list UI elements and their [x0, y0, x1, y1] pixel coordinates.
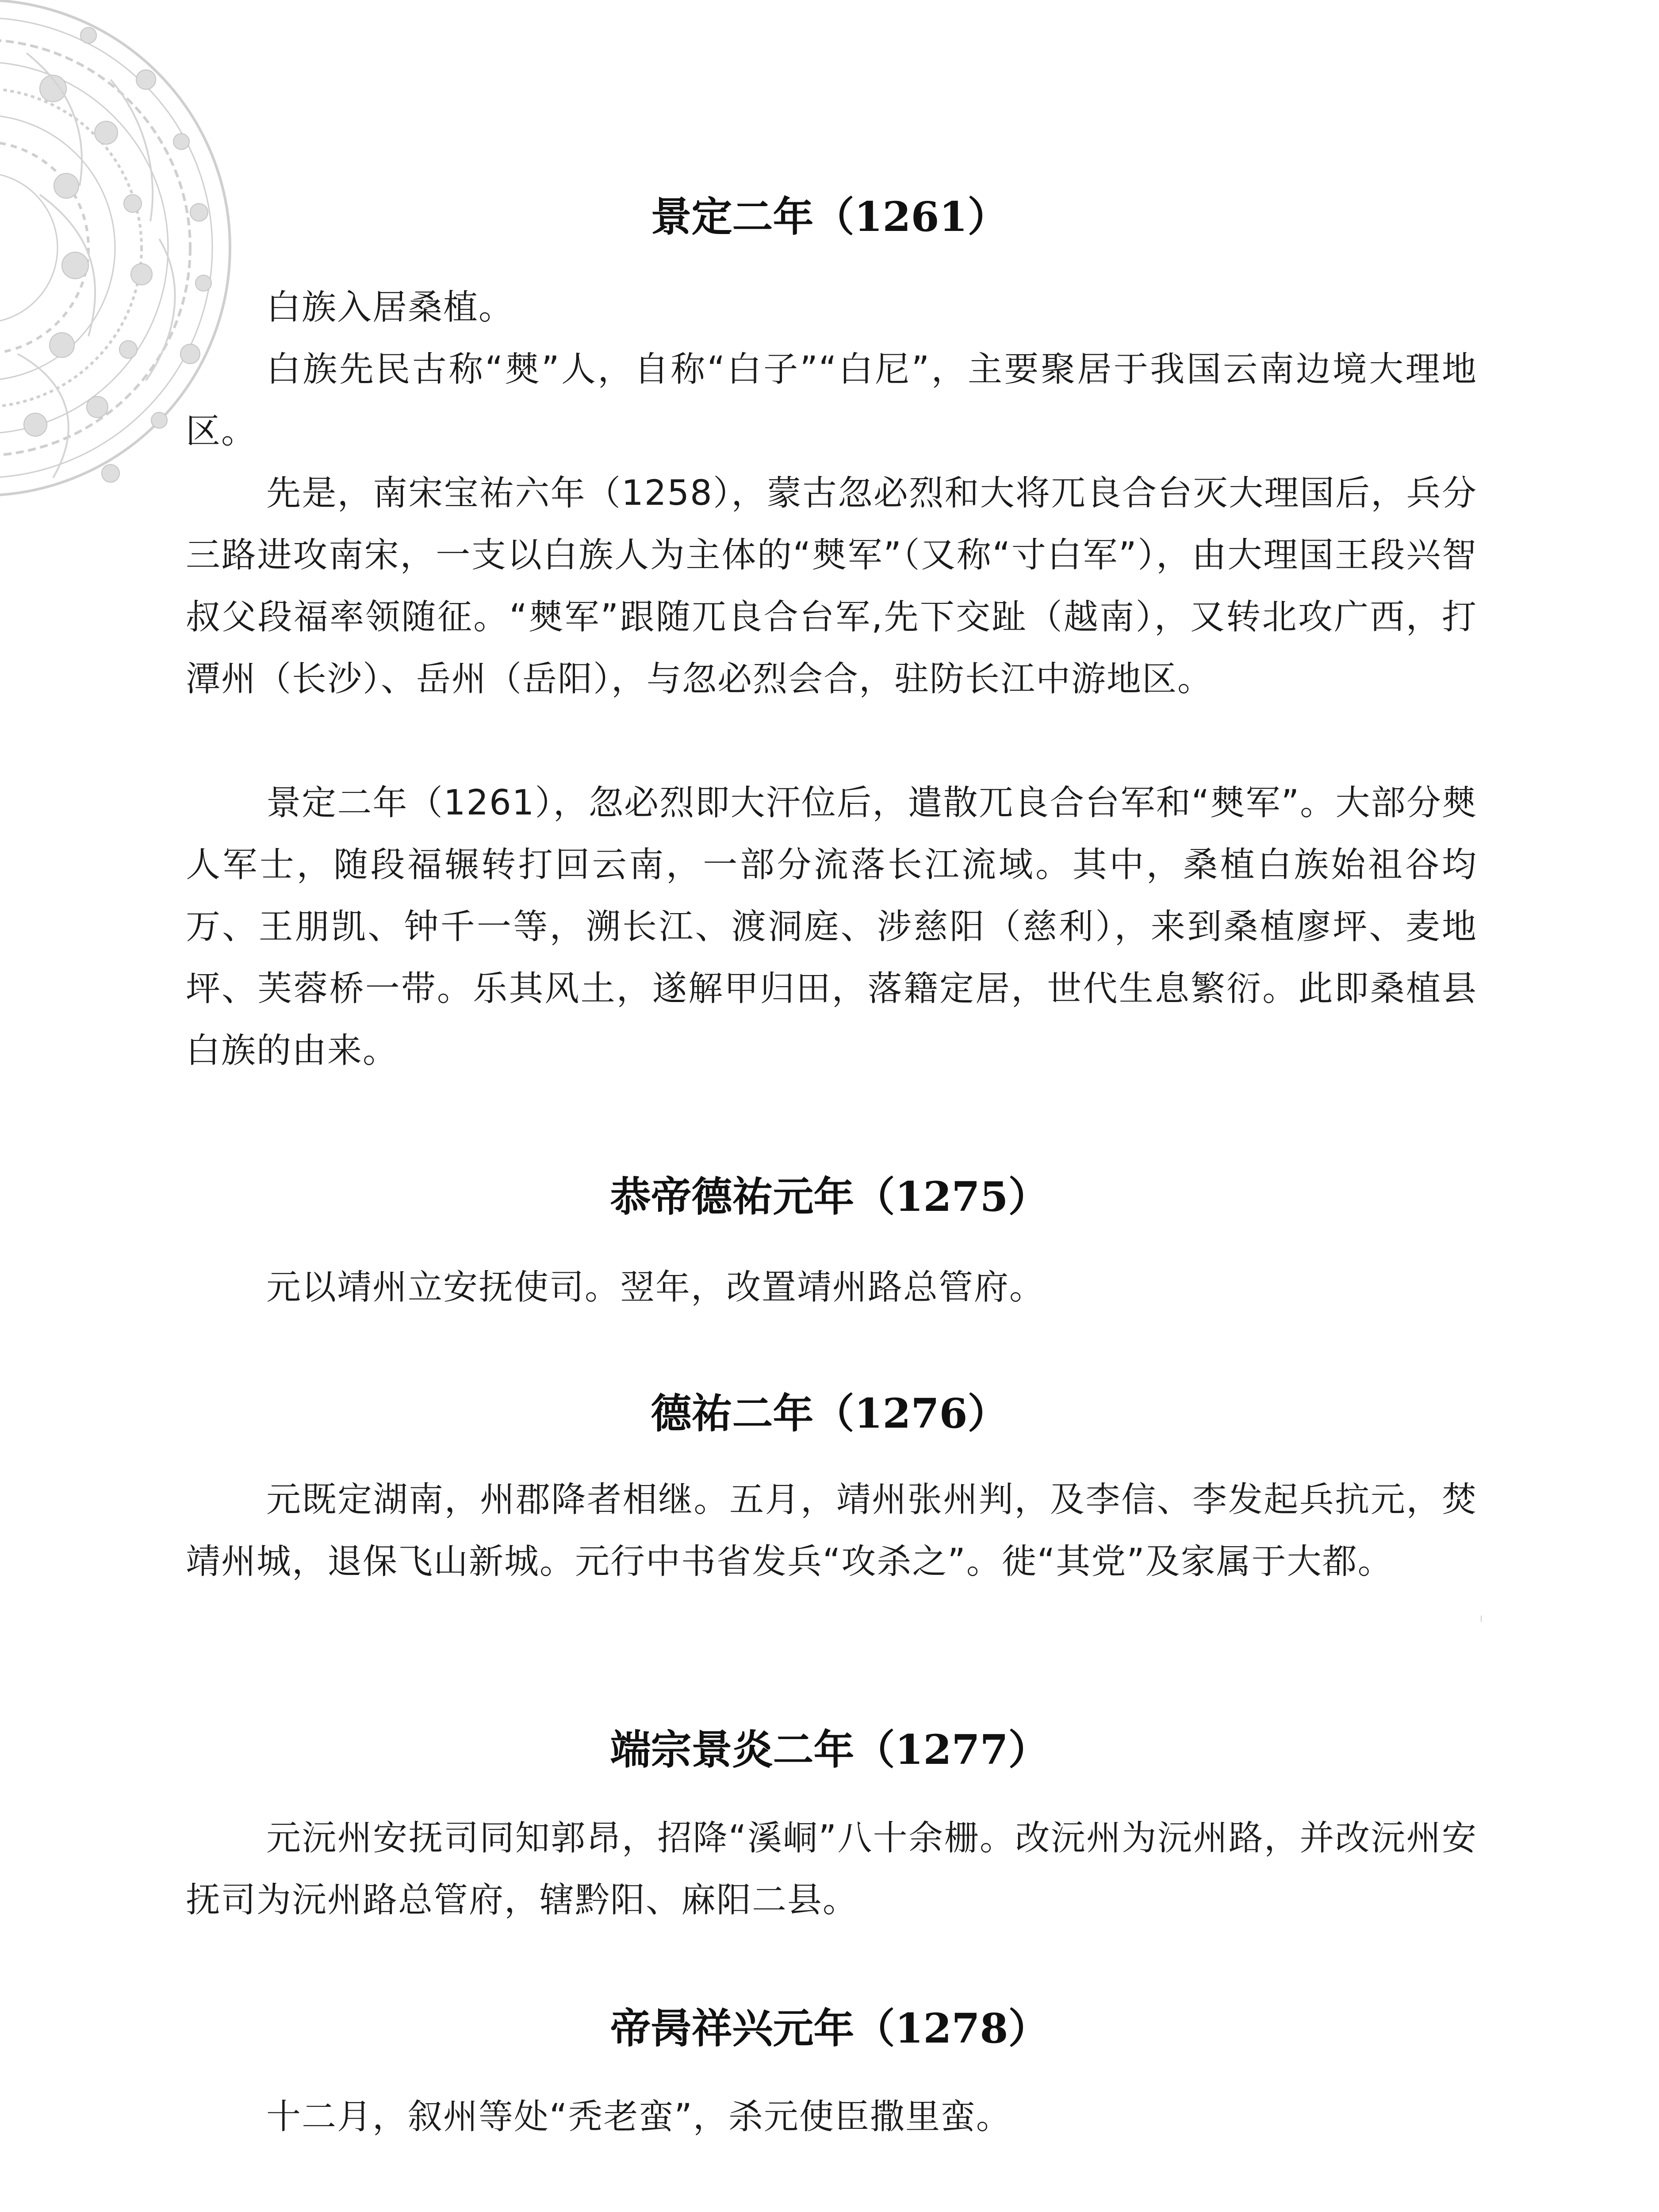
body-paragraph: 元以靖州立安抚使司。翌年，改置靖州路总管府。 — [266, 1267, 1045, 1307]
body-paragraph: 白族先民古称“僰”人，自称“白子”“白尼”，主要聚居于我国云南边境大理地区。 — [186, 349, 1477, 451]
body-paragraph: 景定二年（1261），忽必烈即大汗位后，遣散兀良合台军和“僰军”。大部分僰人军士，随段福辗转打回云南，一部分流落长江流域。其中，桑植白族始祖谷均万、王朋凯、钟千一等，溯长江、渡洞庭、涉慈阳（慈利），来到桑植廖坪、麦地坪、芙蓉桥一带。乐其风土，遂解甲归田，落籍定居，世代生息繁衍。此即桑植县白族的由来。 — [186, 783, 1477, 1071]
body-paragraph: 元沅州安抚司同知郭昂，招降“溪峒”八十余栅。改沅州为沅州路，并改沅州安抚司为沅州路总管府，辖黔阳、麻阳二县。 — [186, 1818, 1477, 1920]
section-heading: 景定二年（1261） — [651, 193, 1008, 241]
body-paragraph: 十二月，叙州等处“秃老蛮”，杀元使臣撒里蛮。 — [266, 2097, 1011, 2137]
body-paragraph: 元既定湖南，州郡降者相继。五月，靖州张州判，及李信、李发起兵抗元，焚靖州城，退保飞山新城。元行中书省发兵“攻杀之”。徙“其党”及家属于大都。 — [186, 1480, 1477, 1582]
body-paragraph: 先是，南宋宝祐六年（1258），蒙古忽必烈和大将兀良合台灭大理国后，兵分三路进攻南宋，一支以白族人为主体的“僰军”（又称“寸白军”），由大理国王段兴智叔父段福率领随征。“僰军”跟随兀良合台军,先下交趾（越南），又转北攻广西，打潭州（长沙）、岳州（岳阳），与忽必烈会合，驻防长江中游地区。 — [186, 473, 1477, 699]
margin-mark — [1481, 1616, 1482, 1622]
section-heading: 端宗景炎二年（1277） — [610, 1726, 1049, 1774]
section-heading: 帝昺祥兴元年（1278） — [610, 2005, 1049, 2052]
body-paragraph: 白族入居桑植。 — [266, 288, 514, 327]
section-heading: 恭帝德祐元年（1275） — [610, 1173, 1049, 1221]
section-heading: 德祐二年（1276） — [651, 1390, 1008, 1437]
